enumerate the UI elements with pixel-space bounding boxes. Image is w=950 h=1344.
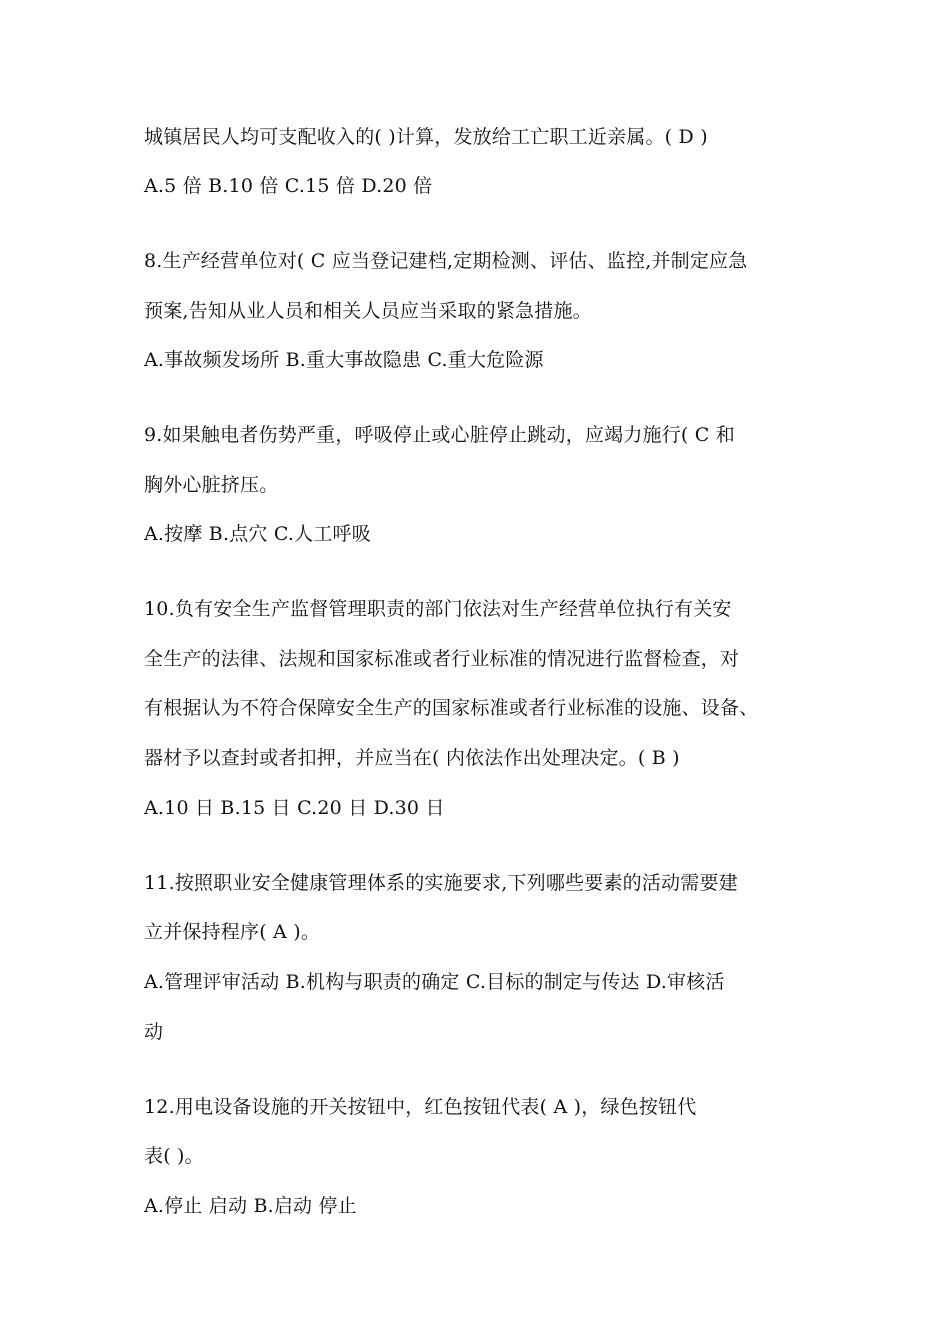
text-line: 全生产的法律、法规和国家标准或者行业标准的情况进行监督检查，对: [144, 648, 740, 670]
text-line: 立并保持程序( A )。: [144, 921, 321, 943]
question-11-text: 11.按照职业安全健康管理体系的实施要求,下列哪些要素的活动需要建: [144, 872, 738, 894]
question-12-options: A.停止 启动 B.启动 停止: [144, 1195, 357, 1217]
question-12-text: 12.用电设备设施的开关按钮中，红色按钮代表( A )，绿色按钮代: [144, 1096, 697, 1118]
text-line: 器材予以查封或者扣押，并应当在( 内依法作出处理决定。( B ): [144, 747, 680, 769]
text-line: 表( )。: [144, 1145, 204, 1167]
question-10-options: A.10 日 B.15 日 C.20 日 D.30 日: [144, 797, 445, 819]
question-8-text: 8.生产经营单位对( C 应当登记建档,定期检测、评估、监控,并制定应急: [144, 250, 748, 272]
question-8-options: A.事故频发场所 B.重大事故隐患 C.重大危险源: [144, 349, 544, 371]
question-11-options: A.管理评审活动 B.机构与职责的确定 C.目标的制定与传达 D.审核活: [144, 971, 725, 993]
text-line: A.5 倍 B.10 倍 C.15 倍 D.20 倍: [144, 175, 433, 197]
question-9-options: A.按摩 B.点穴 C.人工呼吸: [144, 523, 371, 545]
question-9-text: 9.如果触电者伤势严重，呼吸停止或心脏停止跳动，应竭力施行( C 和: [144, 424, 735, 446]
text-line: 胸外心脏挤压。: [144, 474, 279, 496]
text-line: 城镇居民人均可支配收入的( )计算，发放给工亡职工近亲属。( D ): [144, 126, 708, 148]
question-10-text: 10.负有安全生产监督管理职责的部门依法对生产经营单位执行有关安: [144, 598, 732, 620]
text-line: 有根据认为不符合保障安全生产的国家标准或者行业标准的设施、设备、: [144, 697, 759, 719]
text-line: 动: [144, 1021, 164, 1043]
text-line: 预案,告知从业人员和相关人员应当采取的紧急措施。: [144, 300, 592, 322]
